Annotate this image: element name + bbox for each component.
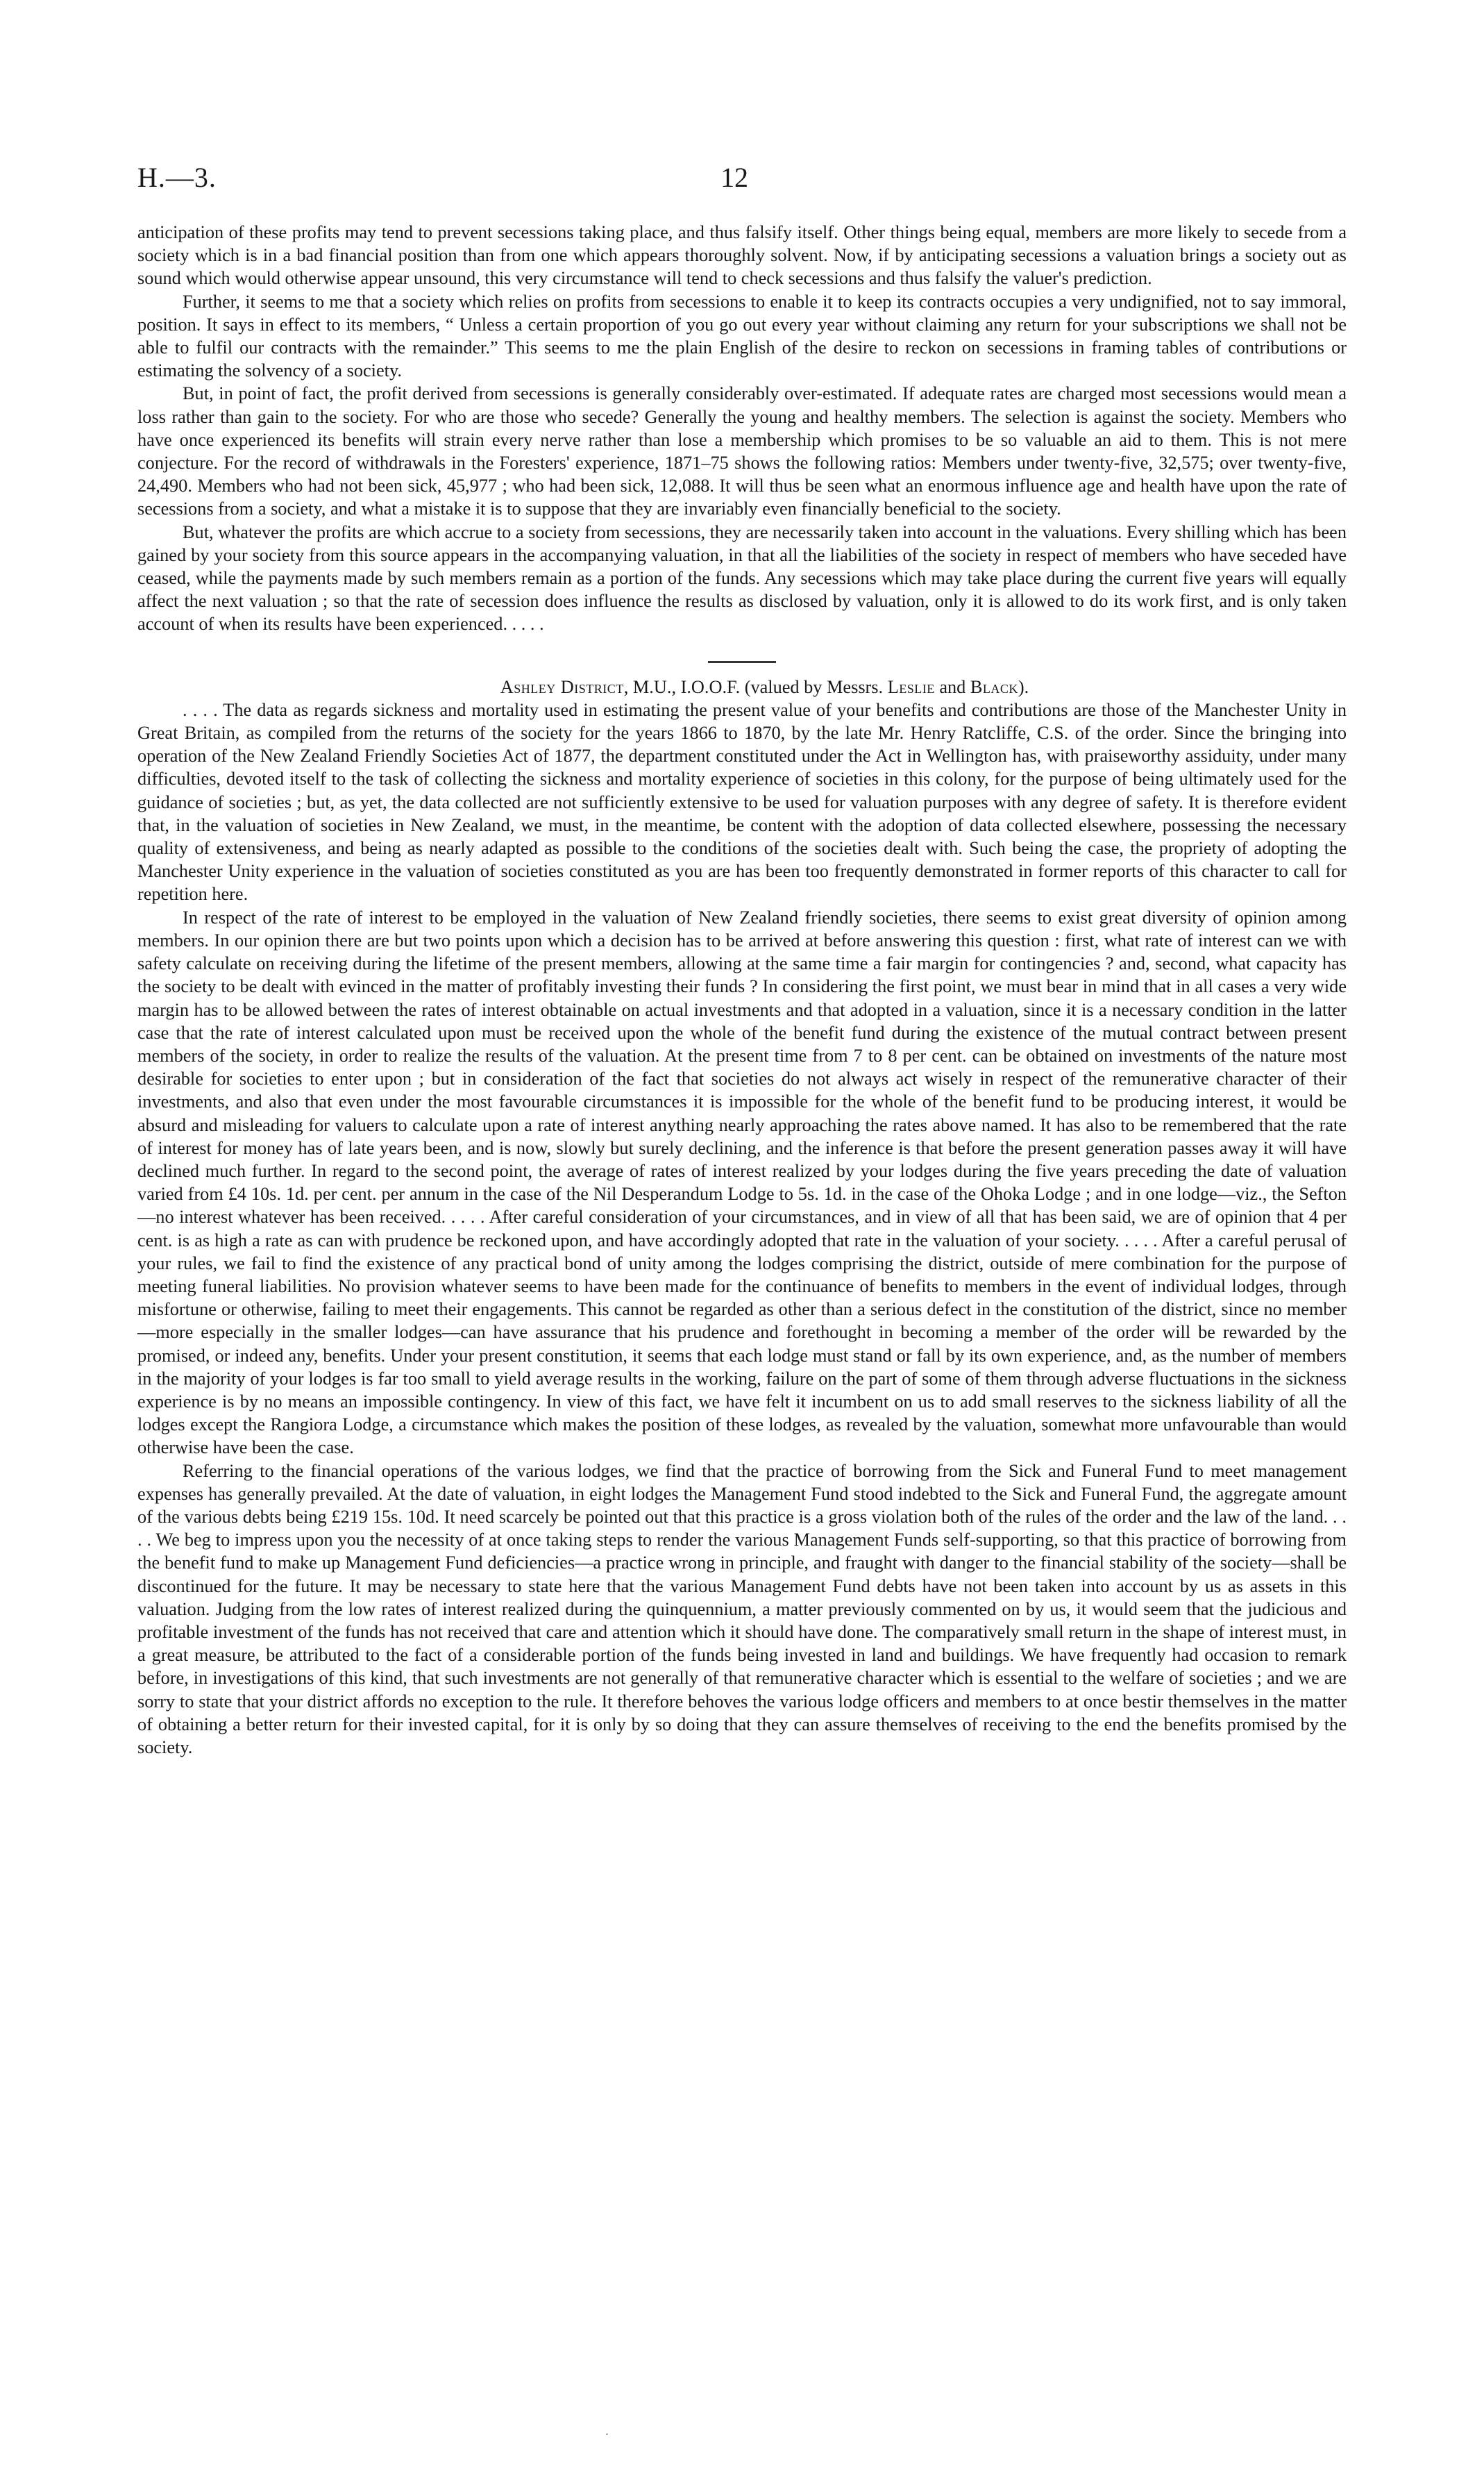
section-heading-mid: , M.U., I.O.O.F. (valued by Messrs. (623, 676, 888, 697)
section-divider (708, 661, 776, 663)
body-text (137, 221, 1347, 1759)
section-valuer-one: Leslie (887, 676, 935, 697)
paragraph: In respect of the rate of interest to be employed in the valuation of New Zealand friendly societies, there seems to exist great diversity of opinion among members. In our opinion there are but two points upon which a decision has to be arrived at before answering this question : first, what rate of interest can we with safety calculate on receiving during the lifetime of the present members, allowing at the same time a fair margin for contingencies ? and, second, what capacity has the society to be dealt with evinced in the matter of profitably investing their funds ? In considering the first point, we must bear in mind that in all cases a very wide margin has to be allowed between the rates of interest obtainable on actual investments and that adopted in a valuation, since it is a necessary condition in the latter case that the rate of interest calculated upon must be received upon the whole of the benefit fund during the existence of the mutual contract between present members of the society, in order to realize the results of the valuation. At the present time from 7 to 8 per cent. can be obtained on investments of the nature most desirable for societies to enter upon ; but in consideration of the fact that societies do not always act wisely in respect of the remunerative character of their investments, and also that even under the most favourable circumstances it is impossible for the whole of the benefit fund to be producing interest, it would be absurd and misleading for valuers to calculate upon a rate of interest anything nearly approaching the rates above named. It has also to be remembered that the rate of interest for money has of late years been, and is now, slowly but surely declining, and the inference is that before the present generation passes away it will have declined much further. In regard to the second point, the average of rates of interest realized by your lodges during the five years preceding the date of valuation varied from £4 10s. 1d. per cent. per annum in the case of the Nil Desperandum Lodge to 5s. 1d. in the case of the Ohoka Lodge ; and in one lodge—viz., the Sefton—no interest whatever has been received. . . . . After careful consideration of your circumstances, and in view of all that has been said, we are of opinion that 4 per cent. is as high a rate as can with prudence be reckoned upon, and have accordingly adopted that rate in the valuation of your society. . . . . After a careful perusal of your rules, we fail to find the existence of any practical bond of unity among the lodges comprising the district, outside of mere combination for the purpose of meeting funeral liabilities. No provision whatever seems to have been made for the continuance of benefits to members in the event of individual lodges, through misfortune or otherwise, failing to meet their engagements. This cannot be regarded as other than a serious defect in the constitution of the district, since no member—more especially in the smaller lodges—can have assurance that his prudence and forethought in becoming a member of the order will be rewarded by the promised, or indeed any, benefits. Under your present constitution, it seems that each lodge must stand or fall by its own experience, and, as the number of members in the majority of your lodges is far too small to yield average results in the working, failure on the part of some of them through adverse fluctuations in the sickness experience is by no means an impossible contingency. In view of this fact, we have felt it incumbent on us to add small reserves to the sickness liability of all the lodges except the Rangiora Lodge, a circumstance which makes the position of these lodges, as revealed by the valuation, somewhat more unfavourable than would otherwise have been the case. (137, 907, 1347, 1458)
paragraph: anticipation of these profits may tend to prevent secessions taking place, and thus falsify itself. Other things being equal, members are more likely to secede from a society which is in a bad financial position than from one which appears thoroughly solvent. Now, if by anticipating secessions a valuation brings a society out as sound which would otherwise appear unsound, this very circumstance will tend to check secessions and thus falsify the valuer's prediction. (137, 222, 1347, 289)
paragraph: But, whatever the profits are which accrue to a society from secessions, they are necessarily taken into account in the valuations. Every shilling which has been gained by your society from this source appears in the accompanying valuation, in that all the liabilities of the society in respect of members who have seceded have ceased, while the payments made by such members remain as a portion of the funds. Any secessions which may take place during the current five years will equally affect the next valuation ; so that the rate of secession does influence the results as disclosed by valuation, only it is allowed to do its work first, and is only taken account of when its results have been experienced. . . . . (137, 521, 1347, 635)
paragraph: Referring to the financial operations of the various lodges, we find that the practice of borrowing from the Sick and Funeral Fund to meet management expenses has generally prevailed. At the date of valuation, in eight lodges the Management Fund stood indebted to the Sick and Funeral Fund, the aggregate amount of the various debts being £219 15s. 10d. It need scarcely be pointed out that this practice is a gross violation both of the rules of the order and the law of the land. . . . . We beg to impress upon you the necessity of at once taking steps to render the various Management Funds self-supporting, so that this practice of borrowing from the benefit fund to make up Management Fund deficiencies—a practice wrong in principle, and fraught with danger to the financial stability of the society—shall be discontinued for the future. It may be necessary to state here that the various Management Fund debts have not been taken into account by us as assets in this valuation. Judging from the low rates of interest realized during the quinquennium, a matter previously commented on by us, it would seem that the judicious and profitable investment of the funds has not received that care and attention which it should have done. The comparatively small return in the shape of interest must, in a great measure, be attributed to the fact of a considerable portion of the funds being invested in land and buildings. We have frequently had occasion to remark before, in investigations of this kind, that such investments are not generally of that remunerative character which is essential to the welfare of societies ; and we are sorry to state that your district affords no exception to the rule. It therefore behoves the various lodge officers and members to at once bestir themselves in the matter of obtaining a better return for their invested capital, for it is only by so doing that they can assure themselves of receiving to the end the benefits promised by the society. (137, 1460, 1347, 1757)
paragraph: . . . . The data as regards sickness and mortality used in estimating the present value of your benefits and contributions are those of the Manchester Unity in Great Britain, as compiled from the returns of the society for the years 1866 to 1870, by the late Mr. Henry Ratcliffe, C.S. of the order. Since the bringing into operation of the New Zealand Friendly Societies Act of 1877, the department constituted under the Act in Wellington has, with praiseworthy assiduity, under many difficulties, devoted itself to the task of collecting the sickness and mortality experience of societies in this colony, for the purpose of being ultimately used for the guidance of societies ; but, as yet, the data collected are not sufficiently extensive to be used for valuation purposes with any degree of safety. It is therefore evident that, in the valuation of societies in New Zealand, we must, in the meantime, be content with the adoption of data collected elsewhere, possessing the necessary quality of extensiveness, and being as nearly adapted as possible to the conditions of the societies dealt with. Such being the case, the propriety of adopting the Manchester Unity experience in the valuation of societies constituted as you are has been too frequently demonstrated in former reports of this character to call for repetition here. (137, 699, 1347, 905)
section-valuer-two: Black (970, 676, 1018, 697)
section-heading-and: and (934, 676, 970, 697)
paragraph: But, in point of fact, the profit derived from secessions is generally considerably over-estimated. If adequate rates are charged most secessions would mean a loss rather than gain to the society. For who are those who secede? Generally the young and healthy members. The selection is against the society. Members who have once experienced its benefits will strain every nerve rather than lose a membership which promises to be so valuable an aid to them. This is not mere conjecture. For the record of withdrawals in the Foresters' experience, 1871–75 shows the following ratios: Members under twenty-five, 32,575; over twenty-five, 24,490. Members who had not been sick, 45,977 ; who had been sick, 12,088. It will thus be seen what an enormous influence age and health have upon the rate of secessions from a society, and what a mistake it is to suppose that they are invariably even financially beneficial to the society. (137, 383, 1347, 519)
page-number: 12 (720, 162, 748, 193)
footer-mark: . (605, 2423, 609, 2438)
section-heading-end: ). (1018, 676, 1029, 697)
document-reference: H.—3. (137, 162, 217, 193)
section-district-name: Ashley District (500, 676, 624, 697)
page-header (137, 161, 1347, 203)
section-heading (137, 676, 1347, 698)
paragraph: Further, it seems to me that a society which relies on profits from secessions to enable it to keep its contracts occupies a very undignified, not to say immoral, position. It says in effect to its members, “ Unless a certain proportion of you go out every year without claiming any return for your subscriptions we shall not be able to fulfil our contracts with the remainder.” This seems to me the plain English of the desire to reckon on secessions in framing tables of contributions or estimating the solvency of a society. (137, 291, 1347, 381)
